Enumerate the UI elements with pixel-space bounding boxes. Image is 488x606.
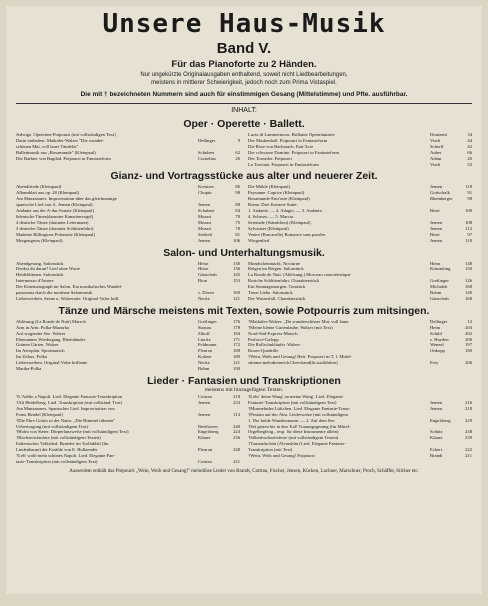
page-number: 130: [233, 260, 240, 266]
composer: Engelsberg: [198, 429, 219, 435]
composer: Bizet: [430, 208, 440, 214]
page-number: 197: [465, 342, 472, 348]
composer: Beethoven: [198, 423, 218, 429]
composer: Gottschalk: [430, 190, 450, 196]
composer: Eckert: [430, 447, 442, 453]
section-columns: [16, 132, 472, 167]
piece-title: 4. Scherzo. — 5. Marcia.: [248, 213, 295, 219]
page-number: 222: [465, 447, 472, 453]
piece-title: Im Zirkus. Polka: [16, 354, 48, 360]
page-number: 62: [235, 149, 240, 155]
composer: Jensen: [198, 411, 211, 417]
composer: Schubert: [198, 208, 215, 214]
composer: Jensen: [198, 202, 211, 208]
piece-title: Franz Bendel (Kleinpaul): [16, 411, 63, 417]
page-number: 136: [233, 266, 240, 272]
piece-title: Uebertragung (mit vollständigem Text): [16, 423, 88, 429]
composer: Jensen: [430, 219, 443, 225]
piece-title: †Murmelndes Lüftchen. Lied. Elegante Fantasie-Trans-: [248, 405, 351, 411]
piece-title: Lucia di Lammermoor. Brillante Opernfantasie: [248, 132, 335, 137]
page-number: 168: [465, 295, 472, 301]
piece-title: Ablösung (La Ronde de Nuit) Marsch: [16, 318, 86, 324]
piece-title: Ventre (Barcarolle) Romance sans paroles: [248, 231, 326, 237]
page-number: 178: [233, 324, 240, 330]
piece-title: Fantasie-Transkription (mit vollständigem Text): [248, 399, 337, 405]
description-line-1: Nur ungekürzte Originalausgaben enthaltend, soweit nicht Liedbearbeitungen,: [140, 72, 348, 78]
section-columns: [16, 261, 472, 302]
piece-title: Intermezzo d'Amore: [16, 278, 54, 284]
section-title: Lieder · Fantasien und Transkriptionen: [147, 375, 341, 387]
composer: Brandt: [430, 453, 443, 459]
page-number: 171: [233, 336, 240, 342]
composer: Fleuron: [198, 447, 213, 453]
page-number: 140: [465, 290, 472, 296]
page-number: 20: [467, 155, 472, 161]
composer: Heim: [430, 324, 441, 330]
composer: Jensen: [198, 237, 211, 243]
composer: Verdi: [430, 137, 440, 143]
composer: Heise: [198, 260, 209, 266]
list-item: [16, 296, 240, 302]
composer: Bion: [198, 278, 207, 284]
composer: Schild: [430, 330, 442, 336]
page-number: 218: [465, 405, 472, 411]
composer: Koltzer: [198, 354, 212, 360]
list-item: [16, 459, 240, 465]
composer: Jensen: [198, 399, 211, 405]
page-number: 206: [465, 360, 472, 366]
list-item: [248, 296, 472, 302]
column-left: [16, 261, 240, 302]
composer: Rheinberger: [430, 196, 453, 202]
piece-title: Wiegenlied: [248, 237, 269, 243]
column-right: [248, 394, 472, 465]
composer: Wenzel: [430, 342, 444, 348]
page-number: 239: [465, 435, 472, 441]
page-number: 204: [465, 324, 472, 330]
piece-title: Abendfriede (Kleinpaul): [16, 184, 62, 190]
composer: Mozart: [198, 213, 212, 219]
piece-title: †Postam auf der Alm. Liederwalze (mit vollständigem: [248, 411, 348, 417]
piece-title: †Wein, Weib und Gesang! Heit. Potpourri m.T. f. Mittel-: [248, 354, 353, 360]
page-number: 113: [233, 411, 240, 417]
composer: Verdi: [430, 161, 440, 167]
piece-title: Im Aeroplan. Sportmarsch: [16, 348, 65, 354]
page-number: 145: [233, 272, 240, 278]
composer: Jensen: [430, 405, 443, 411]
page-number: 190: [233, 366, 240, 372]
composer: Feldmann: [198, 342, 217, 348]
page-number: 236: [233, 435, 240, 441]
page-number: 238: [465, 429, 472, 435]
piece-title: Albumblatt aus op. 28 (Kleinpaul): [16, 190, 80, 196]
section-title: Gianz- und Vortragsstücke aus alter und neuerer Zeit.: [110, 170, 378, 183]
composer: Strauss: [198, 324, 212, 330]
page-number: 97: [467, 231, 472, 237]
page-number: 180: [233, 354, 240, 360]
piece-title: Der schwarze Domino. Potpourri in Fantasieform: [248, 149, 340, 155]
composer: Dellinger: [430, 318, 448, 324]
page-number: 121: [233, 295, 240, 301]
composer: v. Hayden: [430, 336, 449, 342]
composer: Steibelt: [198, 231, 213, 237]
list-item: [248, 360, 472, 366]
piece-title: †Meine kleine Gartenlaube. Walzer (mit Text): [248, 324, 333, 330]
column-left: [16, 394, 240, 465]
composer: Bohm: [198, 366, 210, 372]
page-number: 108: [465, 219, 472, 225]
piece-title: Mondscheinnacht. Nocturne: [248, 260, 301, 266]
piece-title: stimme.melodienreich.Cherchand(lit.ausführbar): [248, 360, 338, 366]
page-number: 216: [465, 399, 472, 405]
page-number: 118: [465, 184, 472, 190]
composer: Heim: [430, 260, 441, 266]
composer: Gänschals: [430, 295, 449, 301]
section-title: Oper · Operette · Ballett.: [183, 118, 305, 130]
piece-title: †L'Addio a Napoli. Lied. Elegante Fantasie-Transkription: [16, 394, 123, 399]
piece-title: Reigen im Reigen. Salonstück: [248, 266, 304, 272]
composer: Klauer: [198, 435, 211, 441]
piece-title: Orgelbegleitg., resp. für diese Instrumente allein): [248, 429, 339, 435]
piece-title: Transkription (mit Text): [248, 447, 293, 453]
page-number: 160: [233, 290, 240, 296]
piece-title: 3 deutsche Tänze (darunter Schlittenfahrt): [16, 225, 94, 231]
page-number: 200: [465, 336, 472, 342]
list-item: [16, 156, 240, 162]
piece-title: †Leb' wohl mein schönes Napoli. Lied. Elegante Fan-: [16, 453, 115, 459]
composer: v. Dören: [198, 290, 214, 296]
piece-title: Sylvanzer (Kleinpaul): [248, 225, 289, 231]
piece-title: Grünen Gärten. Walzer: [16, 342, 59, 348]
composer: Necke: [198, 360, 210, 366]
composer: Schubert: [198, 149, 215, 155]
piece-title: Am Manzanares. Spanisches Lied. Improvisation von: [16, 405, 115, 411]
subtitle: Für das Pianoforte zu 2 Händen.: [171, 59, 317, 70]
composer: Onkopp: [430, 348, 445, 354]
piece-title: Ballettmusik aus „Rosamunde" (Kleinpaul): [16, 149, 96, 155]
page-number: 110: [465, 237, 472, 243]
page-number: 126: [465, 278, 472, 284]
section-columns: [16, 184, 472, 243]
piece-title: Paysanne. Caprice (Kleinpaul): [248, 190, 305, 196]
composer: Jensen: [430, 225, 443, 231]
piece-title: 6deutsche Tänze(darunter Kanarienvogel): [16, 213, 94, 219]
piece-title: Der Kinematograph im Salon. Ein musikalisches Wandel-: [16, 284, 123, 290]
piece-title: Rosamunde-Entr'acte (Kleinpaul): [248, 196, 310, 202]
piece-title: Treue Liebe. Salonstück: [248, 290, 293, 296]
page-number: 180: [465, 348, 472, 354]
page-number: 153: [233, 278, 240, 284]
page-number: 240: [233, 423, 240, 429]
piece-title: Der Maskenball. Potpourri in Fantasieform: [248, 137, 328, 143]
piece-title: Roma. Drei Konzert-Suite:: [248, 202, 298, 208]
column-right: [248, 261, 472, 302]
piece-title: †Maikäfer-Walzer. „Du wunderschöner Mai, voll lauer: [248, 318, 349, 324]
page-number: 202: [465, 330, 472, 336]
section-columns: [16, 319, 472, 372]
composer: Cornelius: [198, 155, 216, 161]
page-number: 218: [233, 394, 240, 399]
column-right: [248, 319, 472, 372]
list-item: [248, 162, 472, 168]
page-number: 88: [235, 202, 240, 208]
composer: Cottrau: [198, 394, 212, 399]
column-left: [16, 132, 240, 167]
piece-title: Nord-Süd-Express-Marsch: [248, 330, 298, 336]
list-item: [248, 453, 472, 459]
composer: Mozart: [198, 225, 212, 231]
page-number: 188: [233, 348, 240, 354]
page-number: 78: [235, 225, 240, 231]
page-number: 100: [465, 208, 472, 214]
section-title: Tänze und Märsche meistens mit Texten, sowie Potpourris zum mitsingen.: [58, 304, 430, 317]
page-number: 172: [233, 342, 240, 348]
composer: Schütz: [430, 429, 443, 435]
page-number: 121: [233, 360, 240, 366]
composer: Scherff: [430, 143, 444, 149]
composer: Bohm: [430, 290, 442, 296]
document-page: [6, 6, 482, 594]
piece-title: Lindenbaum) der Erzähle von E. Hollaender: [16, 447, 98, 453]
page-number: 44: [467, 137, 472, 143]
piece-title: La Traviata. Potpourri in Fantasieform: [248, 161, 319, 167]
composer: Heise: [198, 266, 209, 272]
list-item: [16, 238, 240, 244]
page-number: 224: [233, 429, 240, 435]
composer: Lincke: [198, 336, 211, 342]
page-number: 9: [237, 137, 240, 143]
page-number: 211: [465, 453, 472, 459]
piece-title: †Die Ehre Gottes in der Natur. „Die Himmel rühmen": [16, 417, 116, 423]
piece-title: schönen Mai, voll lauer Tändelei": [16, 143, 79, 149]
list-item: [248, 238, 472, 244]
piece-title: Der Barbier von Bagdad. Potpourri in Fantasieform: [16, 155, 111, 161]
piece-title: 1. Andante. — 2. Adagio. — 3. Andante.: [248, 208, 323, 214]
piece-title: Liebeswerben. Original-Valse brillante: [16, 360, 88, 366]
composer: Greilinger: [430, 278, 449, 284]
section-subtitle: meistens mit hinzugefügten Texten.: [204, 387, 284, 393]
piece-title: Darin enthalten: Maikäfer-Walzer "Die wunder-: [16, 137, 105, 143]
page-number: 26: [235, 155, 240, 161]
page-number: 176: [233, 318, 240, 324]
composer: Jensen: [430, 184, 443, 190]
section-title: Salon- und Unterhaltungsmusik.: [163, 246, 325, 259]
piece-title: Der Wasserfall. Charakterstück: [248, 295, 306, 301]
composer: Krimmling: [430, 266, 451, 272]
composer: Michalek: [430, 284, 448, 290]
piece-title: Parforce-Galopp: [248, 336, 279, 342]
composer: Jensen: [430, 237, 443, 243]
piece-title: Andante aus der A-dur-Sonate (Kleinpaul): [16, 208, 94, 214]
piece-title: Morgengruss (Kleinpaul): [16, 237, 63, 243]
composer: Fleuron: [198, 348, 213, 354]
piece-title: Abendgesang. Salonstück: [16, 260, 64, 266]
column-right: [248, 132, 472, 167]
piece-title: panorama durch die moderne Salonmusik: [16, 290, 93, 296]
page-number: 148: [465, 260, 472, 266]
piece-title: La Ronde de Nuit. (Ablösung.) Morceau caractéristique: [248, 272, 351, 278]
description-line-2: meistens in mittlerer Schwierigkeit, jedoch noch zum Prima Vistaspiel.: [151, 80, 337, 86]
composer: Mozart: [198, 219, 212, 225]
piece-title: tasie-Transkription (mit vollständigem Text): [16, 458, 98, 464]
composer: Adam: [430, 155, 442, 161]
page-number: 233: [233, 399, 240, 405]
page-number: 75: [235, 219, 240, 225]
piece-title: Heidebltimen. Salonstück: [16, 272, 64, 278]
note-line: Die mit † bezeichneten Nummern sind auch für einstimmigen Gesang (Mittelstimme) und Pfte. ausführbar.: [80, 91, 408, 98]
page-number: 168: [465, 284, 472, 290]
page-number: 86: [235, 184, 240, 190]
page-number: 91: [467, 190, 472, 196]
page-number: 81: [235, 231, 240, 237]
piece-title: spanische Lied von A. Jensen (Kleinpaul): [16, 202, 93, 208]
composer: Dellinger: [198, 137, 216, 143]
piece-title: †Silberhochzeitsfeste (mit vollständigem Texten): [248, 435, 339, 441]
piece-title: Ein Sonntagsmorgen. Tonstück: [248, 284, 306, 290]
composer: Necke: [198, 295, 210, 301]
page-number: 42: [467, 143, 472, 149]
page-title: Unsere Haus-Musik: [102, 9, 386, 39]
composer: Frey: [430, 360, 439, 366]
page-number: 12: [467, 318, 472, 324]
composer: Auber: [430, 149, 442, 155]
page-number: 70: [235, 213, 240, 219]
piece-title: Madame Billingtons Polonaise (Kleinpaul): [16, 231, 95, 237]
piece-title: Am Manzanares. Improvisation über das gleichnamige: [16, 196, 117, 202]
section-columns: [16, 394, 472, 465]
page-number: 106: [233, 237, 240, 243]
contents-sections: [16, 118, 472, 465]
page-number: 229: [465, 417, 472, 423]
composer: Gänschals: [198, 272, 217, 278]
piece-title: Auf wogender See. Walzer: [16, 330, 66, 336]
piece-title: Der Toreador. Potpourri: [248, 155, 292, 161]
page-number: 228: [233, 447, 240, 453]
piece-title: Martha-Polka: [16, 366, 42, 372]
composer: Donizetti: [430, 132, 448, 137]
page-number: 221: [233, 458, 240, 464]
page-number: 112: [465, 225, 472, 231]
page-number: 98: [467, 196, 472, 202]
piece-title: †Holm von Steier. Dörperlanzweise (mit vollständigem Text): [16, 429, 129, 435]
page-number: 84: [235, 208, 240, 214]
contents-heading: INHALT:: [231, 107, 257, 114]
piece-title: Ehemannes Wiedergang. Rheinländer: [16, 336, 86, 342]
piece-title: Rosen-Quadrille: [248, 348, 279, 354]
piece-title: †Sei getreu bis in den Tod! Trauungsgesang (für Mittel-: [248, 423, 351, 429]
composer: Jensen: [430, 399, 443, 405]
page-number: 66: [467, 149, 472, 155]
page-number: 34: [467, 132, 472, 137]
piece-title: 1. Der holde Wandersmann. — 2. Auf dem See.: [248, 417, 336, 423]
column-left: [16, 184, 240, 243]
piece-title: Die Rollschuhläufer. Walzer: [248, 342, 300, 348]
piece-title: Denkst du daran? Lied ohne Worte: [16, 266, 80, 272]
piece-title: Rosiche Schlittenfahrt. Charakterstück: [248, 278, 320, 284]
piece-title: †Hochzeitsfanfare (mit vollständigem Texten): [16, 435, 101, 441]
piece-title: †Alt Heidelberg. Lied. Transkription (mit vollständ. Text): [16, 399, 123, 405]
piece-title: †Lehr' deine Wang' an meine Wang'. Lied. Elegante: [248, 394, 343, 399]
piece-title: Die Mühle (Kleinpaul): [248, 184, 291, 190]
column-right: [248, 184, 472, 243]
composer: Cottrau: [198, 458, 212, 464]
piece-title: Italienisches Volkslied. Benedet im Trollabläd (Im: [16, 441, 109, 447]
page-number: 52: [467, 161, 472, 167]
composer: Klauer: [430, 435, 443, 441]
composer: Kreutzer: [198, 184, 215, 190]
footer-note: Ausserdem enthält das Potpourri „Wein, Weib und Gesang!" melodiöse Lieder von Brandt, Cottrau, Fischer, Jensen, Kücken, Lachner, Marschner, Proch, Schäffer, Silcher etc.: [69, 468, 419, 474]
page-number: 150: [465, 266, 472, 272]
piece-title: †Wein, Weib und Gesang! Potpourri: [248, 453, 315, 459]
band-label: Band V.: [216, 40, 272, 57]
page-number: 184: [233, 330, 240, 336]
list-item: [16, 366, 240, 372]
composer: Greilinger: [198, 318, 217, 324]
page-number: 98: [235, 190, 240, 196]
piece-title: Die Rose von Bacharach. Entr'Acte: [248, 143, 314, 149]
composer: Zikoff: [198, 330, 210, 336]
divider: [16, 103, 472, 104]
composer: Chopin: [198, 190, 212, 196]
piece-title: Jedwige. Operetten-Potpourri (mit vollständigen Text): [16, 132, 116, 137]
composer: Engelsberg: [430, 417, 451, 423]
piece-title: Arm in Arm. Polka-Mazurka: [16, 324, 70, 330]
piece-title: †Tausendschön (Alvarsklm) Lied. Elegante Fantasie-: [248, 441, 346, 447]
composer: Bizet: [430, 231, 440, 237]
piece-title: 4 deutsche Tänze (darunter Leiermann): [16, 219, 89, 225]
column-left: [16, 319, 240, 372]
piece-title: Serenade (Ständchen) (Kleinpaul): [248, 219, 311, 225]
piece-title: Liebeswerben. Szene u. Walzerarie. Original-Valse brill.: [16, 295, 120, 301]
